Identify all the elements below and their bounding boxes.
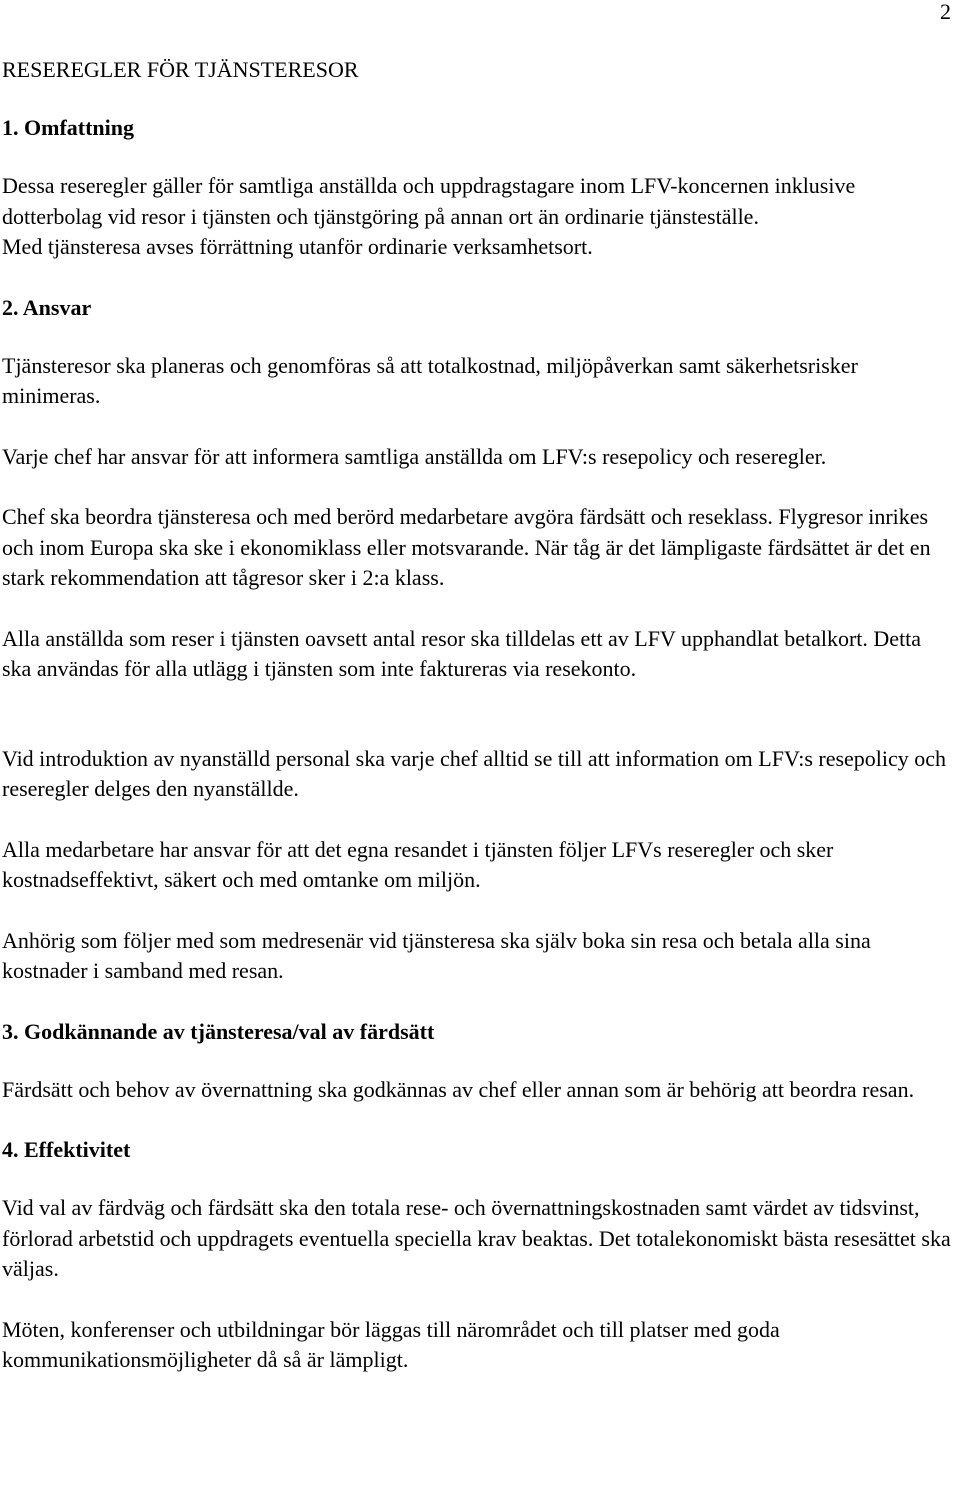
section-heading: 2. Ansvar <box>2 294 92 320</box>
paragraph: Möten, konferenser och utbildningar bör läggas till närområdet och till platser med goda kommunikationsmöjligheter då så är lämpligt. <box>2 1316 780 1372</box>
paragraph: Vid introduktion av nyanställd personal ska varje chef alltid se till att information om LFV:s resepolicy och reseregler delges den nyanställde. <box>2 745 947 801</box>
section-heading: 3. Godkännande av tjänsteresa/val av färdsätt <box>2 1018 435 1044</box>
section-heading: 4. Effektivitet <box>2 1137 131 1162</box>
document-title: RESEREGLER FÖR TJÄNSTERESOR <box>2 57 359 82</box>
paragraph: Dessa reseregler gäller för samtliga anställda och uppdragstagare inom LFV-koncernen inklusive dotterbolag vid resor i tjänsten och tjänstgöring på annan ort än ordinarie tjänsteställe. <box>2 173 856 229</box>
paragraph: Alla medarbetare har ansvar för att det egna resandet i tjänsten följer LFVs reseregler och sker kostnadseffektivt, säkert och med omtanke om miljön. <box>2 836 834 892</box>
document-body <box>2 55 952 1376</box>
paragraph: Chef ska beordra tjänsteresa och med berörd medarbetare avgöra färdsätt och reseklass. Flygresor inrikes och inom Europa ska ske i ekonomiklass eller motsvarande. När tåg är det lämpligaste färdsättet är det en stark rekommendation att tågresor sker i 2:a klass. <box>2 504 931 590</box>
section-godkannande <box>2 1017 952 1106</box>
section-effektivitet <box>2 1135 952 1376</box>
paragraph: Anhörig som följer med som medresenär vid tjänsteresa ska själv boka sin resa och betala alla sina kostnader i samband med resan. <box>2 927 871 983</box>
paragraph: Vid val av färdväg och färdsätt ska den totala rese- och övernattningskostnaden samt värdet av tidsvinst, förlorad arbetstid och uppdragets eventuella speciella krav beaktas. Det totalekonomiskt bästa resesättet ska väljas. <box>2 1195 951 1281</box>
section-heading: 1. Omfattning <box>2 115 134 140</box>
section-omfattning <box>2 113 952 263</box>
paragraph: Med tjänsteresa avses förrättning utanför ordinarie verksamhetsort. <box>2 234 593 259</box>
paragraph: Varje chef har ansvar för att informera samtliga anställda om LFV:s resepolicy och reseregler. <box>2 443 827 469</box>
paragraph: Färdsätt och behov av övernattning ska godkännas av chef eller annan som är behörig att beordra resan. <box>2 1076 915 1102</box>
paragraph: Tjänsteresor ska planeras och genomföras så att totalkostnad, miljöpåverkan samt säkerhetsrisker minimeras. <box>2 352 858 408</box>
section-ansvar <box>2 293 952 987</box>
paragraph: Alla anställda som reser i tjänsten oavsett antal resor ska tilldelas ett av LFV upphandlat betalkort. Detta ska användas för alla utlägg i tjänsten som inte faktureras via resekonto. <box>2 625 922 681</box>
page-number: 2 <box>940 0 951 24</box>
